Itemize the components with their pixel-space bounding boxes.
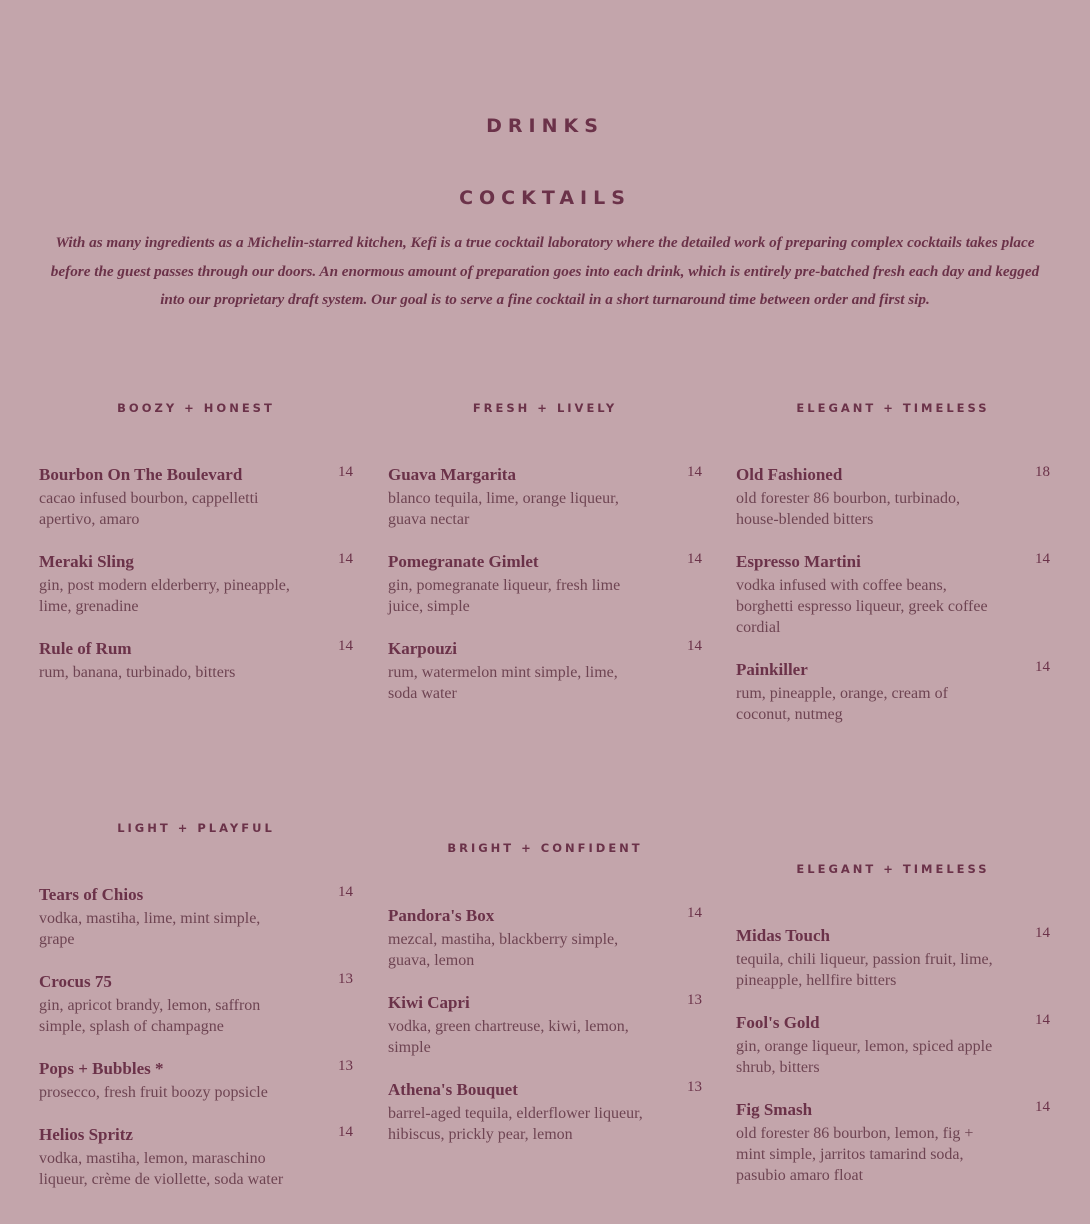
item-description: gin, pomegranate liqueur, fresh lime juice, simple	[388, 577, 621, 615]
menu-item	[388, 992, 708, 1058]
item-name: Espresso Martini	[736, 552, 861, 571]
item-price: 14	[1035, 659, 1050, 675]
item-name: Old Fashioned	[736, 465, 843, 484]
item-price: 14	[1035, 925, 1050, 941]
item-price: 14	[1035, 551, 1050, 567]
item-description: prosecco, fresh fruit boozy popsicle	[39, 1084, 268, 1101]
section-title: COCKTAILS	[459, 187, 631, 209]
item-price: 13	[687, 992, 702, 1008]
item-name: Fig Smash	[736, 1100, 813, 1119]
item-name: Karpouzi	[388, 639, 457, 658]
item-description: barrel-aged tequila, elderflower liqueur, hibiscus, prickly pear, lemon	[388, 1105, 643, 1143]
item-description: cacao infused bourbon, cappelletti apertivo, amaro	[39, 490, 259, 528]
menu-section-light-playful	[39, 884, 359, 1211]
menu-section-boozy-honest	[39, 464, 359, 704]
item-description: vodka, mastiha, lemon, maraschino liqueur, crème de viollette, soda water	[39, 1150, 284, 1188]
item-description: tequila, chili liqueur, passion fruit, lime, pineapple, hellfire bitters	[736, 951, 993, 989]
item-description: vodka infused with coffee beans, borghetti espresso liqueur, greek coffee cordial	[736, 577, 988, 636]
item-description: gin, apricot brandy, lemon, saffron simple, splash of champagne	[39, 997, 261, 1035]
menu-item	[736, 1099, 1056, 1186]
item-description: vodka, green chartreuse, kiwi, lemon, simple	[388, 1018, 629, 1056]
item-description: vodka, mastiha, lime, mint simple, grape	[39, 910, 261, 948]
item-description: gin, post modern elderberry, pineapple, lime, grenadine	[39, 577, 290, 615]
item-price: 14	[338, 1124, 353, 1140]
item-price: 14	[338, 884, 353, 900]
item-price: 18	[1035, 464, 1050, 480]
item-description: blanco tequila, lime, orange liqueur, guava nectar	[388, 490, 619, 528]
menu-item	[736, 464, 1056, 530]
menu-item	[39, 884, 359, 950]
item-name: Pops + Bubbles *	[39, 1059, 164, 1078]
item-description: old forester 86 bourbon, turbinado, house-blended bitters	[736, 490, 960, 528]
item-name: Bourbon On The Boulevard	[39, 465, 243, 484]
item-name: Midas Touch	[736, 926, 831, 945]
item-name: Painkiller	[736, 660, 808, 679]
item-price: 14	[687, 905, 702, 921]
item-description: old forester 86 bourbon, lemon, fig + mint simple, jarritos tamarind soda, pasubio amaro float	[736, 1125, 974, 1184]
section-heading-elegant-timeless-2: ELEGANT + TIMELESS	[796, 862, 990, 876]
menu-item	[39, 551, 359, 617]
section-heading-elegant-timeless: ELEGANT + TIMELESS	[796, 401, 990, 415]
menu-item	[39, 638, 359, 683]
item-price: 14	[338, 638, 353, 654]
item-price: 13	[687, 1079, 702, 1095]
item-name: Guava Margarita	[388, 465, 516, 484]
menu-item	[39, 1058, 359, 1103]
item-name: Pandora's Box	[388, 906, 495, 925]
item-price: 14	[687, 551, 702, 567]
menu-item	[736, 551, 1056, 638]
menu-item	[388, 551, 708, 617]
menu-item	[736, 925, 1056, 991]
item-price: 14	[1035, 1099, 1050, 1115]
item-name: Pomegranate Gimlet	[388, 552, 539, 571]
menu-item	[388, 464, 708, 530]
item-description: mezcal, mastiha, blackberry simple, guava, lemon	[388, 931, 619, 969]
item-name: Meraki Sling	[39, 552, 134, 571]
item-name: Fool's Gold	[736, 1013, 820, 1032]
section-heading-light-playful: LIGHT + PLAYFUL	[117, 821, 275, 835]
item-price: 14	[338, 551, 353, 567]
item-price: 14	[687, 638, 702, 654]
item-name: Athena's Bouquet	[388, 1080, 518, 1099]
menu-item	[388, 638, 708, 704]
item-name: Tears of Chios	[39, 885, 144, 904]
intro-paragraph: With as many ingredients as a Michelin-starred kitchen, Kefi is a true cocktail laboratory where the detailed work of preparing complex cocktails takes place before the guest passes through our doors. An enormous amount of preparation goes into each drink, which is entirely pre-batched fresh each day and kegged into our proprietary draft system. Our goal is to serve a fine cocktail in a short turnaround time between order and first sip.	[50, 234, 1040, 308]
section-heading-boozy-honest: BOOZY + HONEST	[117, 401, 275, 415]
menu-section-elegant-timeless-2	[736, 925, 1056, 1207]
page-title: DRINKS	[486, 115, 604, 137]
menu-section-bright-confident	[388, 905, 708, 1166]
item-description: rum, watermelon mint simple, lime, soda water	[388, 664, 618, 702]
item-description: rum, pineapple, orange, cream of coconut, nutmeg	[736, 685, 948, 723]
menu-item	[39, 1124, 359, 1190]
item-name: Rule of Rum	[39, 639, 132, 658]
menu-section-fresh-lively	[388, 464, 708, 725]
item-name: Kiwi Capri	[388, 993, 470, 1012]
item-price: 14	[1035, 1012, 1050, 1028]
menu-item	[39, 464, 359, 530]
menu-item	[388, 905, 708, 971]
item-price: 13	[338, 1058, 353, 1074]
menu-item	[736, 659, 1056, 725]
section-heading-bright-confident: BRIGHT + CONFIDENT	[447, 841, 643, 855]
item-name: Crocus 75	[39, 972, 112, 991]
menu-item	[388, 1079, 708, 1145]
item-description: gin, orange liqueur, lemon, spiced apple shrub, bitters	[736, 1038, 993, 1076]
menu-item	[736, 1012, 1056, 1078]
item-price: 13	[338, 971, 353, 987]
section-heading-fresh-lively: FRESH + LIVELY	[472, 401, 618, 415]
item-name: Helios Spritz	[39, 1125, 133, 1144]
menu-item	[39, 971, 359, 1037]
item-description: rum, banana, turbinado, bitters	[39, 664, 236, 681]
menu-section-elegant-timeless	[736, 464, 1056, 746]
item-price: 14	[687, 464, 702, 480]
item-price: 14	[338, 464, 353, 480]
